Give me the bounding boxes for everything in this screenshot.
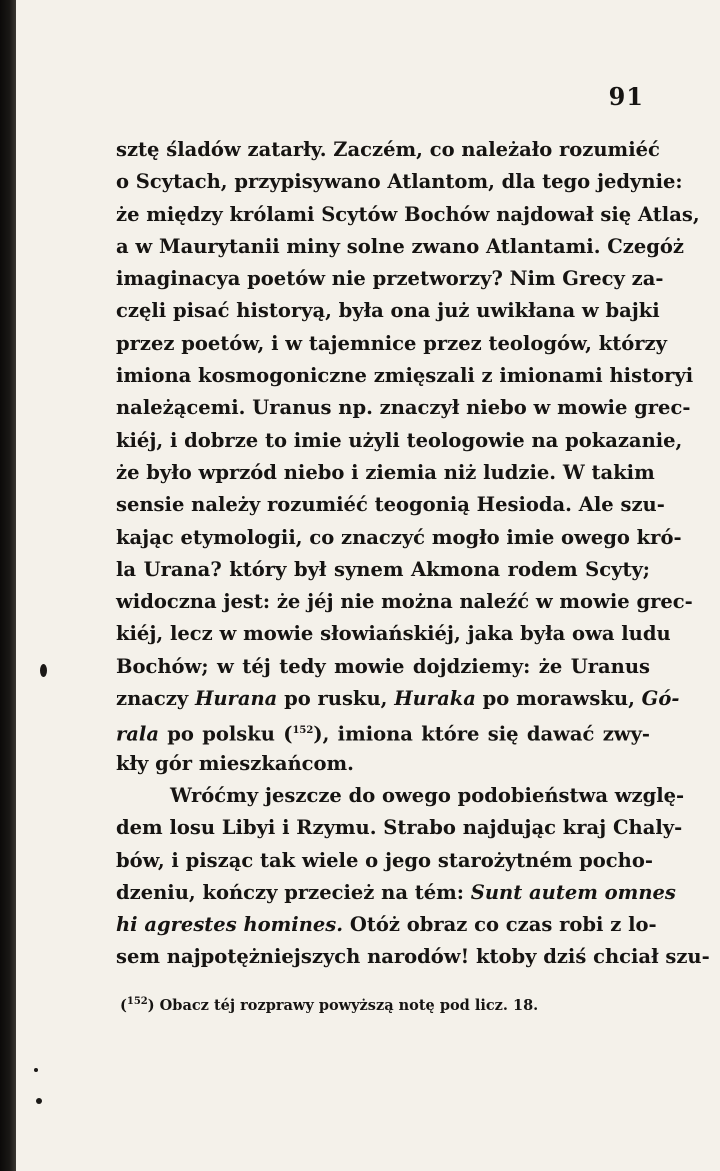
italic-phrase: hi agrestes homines.	[116, 913, 344, 937]
text-run: po morawsku,	[475, 687, 642, 711]
text-run: po polsku (	[158, 722, 293, 746]
footnote-paren: )	[147, 996, 155, 1014]
text-run: znaczy	[116, 687, 195, 711]
text-line	[116, 877, 676, 909]
text-line: widoczna jest: że jéj nie można naleźć w mowie grec-	[116, 590, 693, 614]
italic-word: Huraka	[394, 687, 476, 711]
text-line: kiéj, lecz w mowie słowiańskiéj, jaka była owa ludu	[116, 622, 671, 646]
ink-speck	[36, 1098, 42, 1104]
footnote	[120, 996, 580, 1014]
text-run: ), imiona które się dawać zwy-	[313, 722, 651, 746]
text-line: imaginacya poetów nie przetworzy? Nim Grecy za-	[116, 267, 664, 291]
ink-speck	[40, 664, 47, 677]
text-line: należącemi. Uranus np. znaczył niebo w mowie grec-	[116, 396, 691, 420]
footnote-text: Obacz téj rozprawy powyższą notę pod licz. 18.	[154, 996, 539, 1014]
text-line: że było wprzód niebo i ziemia niż ludzie. W takim	[116, 460, 655, 484]
book-binding-shadow	[0, 0, 16, 1171]
ink-speck	[34, 1068, 38, 1072]
text-run: Otóż obraz co czas robi z lo-	[343, 913, 657, 937]
text-line: Bochów; w téj tedy mowie dojdziemy: że Uranus	[116, 654, 650, 678]
text-line: o Scytach, przypisywano Atlantom, dla tego jedynie:	[116, 170, 683, 194]
text-line: a w Maurytanii miny solne zwano Atlantami. Czegóż	[116, 234, 684, 258]
text-run: po rusku,	[277, 687, 395, 711]
italic-phrase: Sunt autem omnes	[470, 880, 676, 904]
text-line: kły gór mieszkańcom.	[116, 751, 354, 775]
text-line: sem najpotężniejszych narodów! ktoby dziś chciał szu-	[116, 945, 710, 969]
text-line	[116, 909, 657, 941]
text-line: przez poetów, i w tajemnice przez teologów, którzy	[116, 331, 667, 355]
text-line: sztę śladów zatarły. Zaczém, co należało rozumiéć	[116, 138, 660, 161]
footnote-paren: (	[120, 996, 127, 1014]
text-line: la Urana? który był synem Akmona rodem Scyty;	[116, 557, 650, 581]
text-line: Wróćmy jeszcze do owego podobieństwa wzglę-	[170, 783, 685, 807]
text-line: dem losu Libyi i Rzymu. Strabo najdując kraj Chaly-	[116, 816, 683, 840]
page-number: 91	[608, 82, 644, 111]
text-line: sensie należy rozumiéć teogonią Hesioda. Ale szu-	[116, 493, 665, 517]
text-run: dzeniu, kończy przecież na tém:	[116, 880, 471, 904]
text-line: imiona kosmogoniczne zmięszali z imionami historyi	[116, 364, 694, 388]
footnote-number: 152	[126, 996, 148, 1007]
body-text	[116, 134, 710, 974]
footnote-reference: 152	[292, 725, 314, 737]
text-line: bów, i pisząc tak wiele o jego starożytném pocho-	[116, 848, 653, 872]
italic-word: rala	[116, 722, 159, 746]
text-line: kiéj, i dobrze to imie użyli teologowie na pokazanie,	[116, 428, 683, 452]
italic-word: Gó-	[641, 687, 680, 711]
text-line	[116, 683, 680, 715]
italic-word: Hurana	[194, 687, 278, 711]
text-line: kając etymologii, co znaczyć mogło imie owego kró-	[116, 525, 682, 549]
text-line: częli pisać historyą, była ona już uwikłana w bajki	[116, 299, 660, 323]
text-line: że między królami Scytów Bochów najdował się Atlas,	[116, 202, 700, 226]
text-line	[116, 715, 650, 747]
